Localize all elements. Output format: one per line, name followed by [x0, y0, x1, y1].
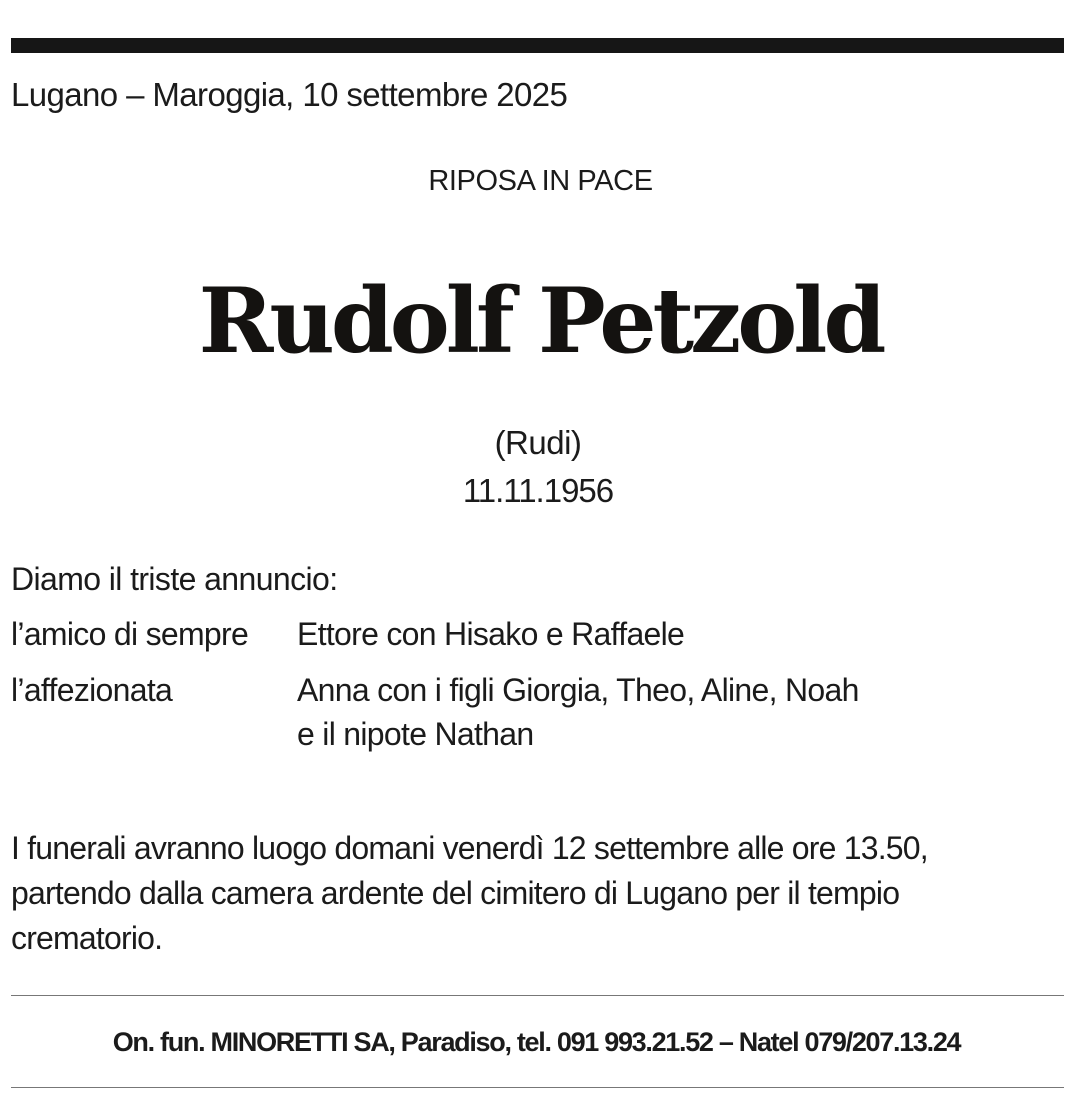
mourner-names-line: Ettore con Hisako e Raffaele: [297, 616, 685, 652]
mourner-names-line: e il nipote Nathan: [297, 716, 534, 752]
mourner-names: [297, 612, 684, 656]
funeral-line: partendo dalla camera ardente del cimitero di Lugano per il tempio: [11, 875, 900, 911]
funeral-notice: [11, 826, 1071, 961]
funeral-line: crematorio.: [11, 920, 163, 956]
mourner-names: [297, 668, 859, 756]
deceased-name: Rudolf Petzold: [198, 268, 883, 374]
funeral-home-contact: On. fun. MINORETTI SA, Paradiso, tel. 091 993.21.52 – Natel 079/207.13.24: [112, 1027, 961, 1057]
funeral-line: I funerali avranno luogo domani venerdì 12 settembre alle ore 13.50,: [11, 830, 928, 866]
mourner-names-line: Anna con i figli Giorgia, Theo, Aline, Noah: [297, 672, 859, 708]
place-date: Lugano – Maroggia, 10 settembre 2025: [11, 76, 568, 113]
birth-date: 11.11.1956: [462, 472, 614, 509]
announcement-intro: Diamo il triste annuncio:: [11, 561, 338, 597]
rip-heading: RIPOSA IN PACE: [428, 165, 653, 197]
mourner-label: l’amico di sempre: [11, 616, 249, 652]
top-rule: [11, 38, 1064, 53]
footer-top-rule: [11, 995, 1064, 996]
footer-bottom-rule: [11, 1087, 1064, 1088]
mourner-label: l’affezionata: [11, 672, 173, 708]
nickname: (Rudi): [494, 424, 582, 461]
